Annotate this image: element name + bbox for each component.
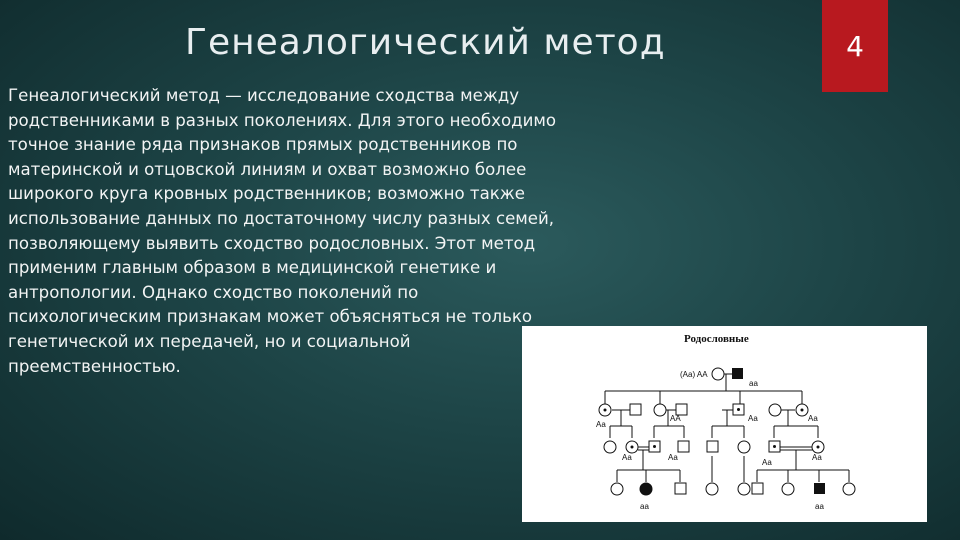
label-gen2-left: Aa xyxy=(596,420,606,429)
pedigree-diagram xyxy=(522,326,927,522)
label-gen4-right: aa xyxy=(815,502,824,511)
label-gen3-c: Aa xyxy=(762,458,772,467)
label-gen2-right: Aa xyxy=(808,414,818,423)
label-gen3-a: Aa xyxy=(622,453,632,462)
gen4-affected-female xyxy=(640,483,652,495)
label-gen3-b: Aa xyxy=(668,453,678,462)
slide-number-badge xyxy=(822,0,888,92)
slide-number: 4 xyxy=(846,29,864,63)
label-gen2-mid-left: AA xyxy=(670,414,681,423)
label-gen4-left: aa xyxy=(640,502,649,511)
gen1-female xyxy=(712,368,724,380)
label-parent-female: (Aa) AA xyxy=(680,370,708,379)
slide-title: Генеалогический метод xyxy=(185,22,666,63)
label-parent-male: aa xyxy=(749,379,758,388)
pedigree-panel xyxy=(522,326,927,522)
label-gen3-d: Aa xyxy=(812,453,822,462)
label-gen2-mid: Aa xyxy=(748,414,758,423)
body-text: Генеалогический метод — исследование сходства между родственниками в разных поколениях. Для этого необходимо точное знание ряда признаков прямых родственников по материнской и отцовской линиям и охват возможно более широкого круга кровных родственников; возможно также использование данных по достаточному числу разных семей, позволяющему выявить сходство родословных. Этот метод применим главным образом в медицинской генетике и антропологии. Однако сходство поколений по психологическим признакам может объясняться не только генетической их передачей, но и социальной преемственностью. xyxy=(8,86,557,376)
pedigree-title: Родословные xyxy=(684,333,749,345)
gen4-affected-male xyxy=(814,483,825,494)
gen1-male-affected xyxy=(732,368,743,379)
